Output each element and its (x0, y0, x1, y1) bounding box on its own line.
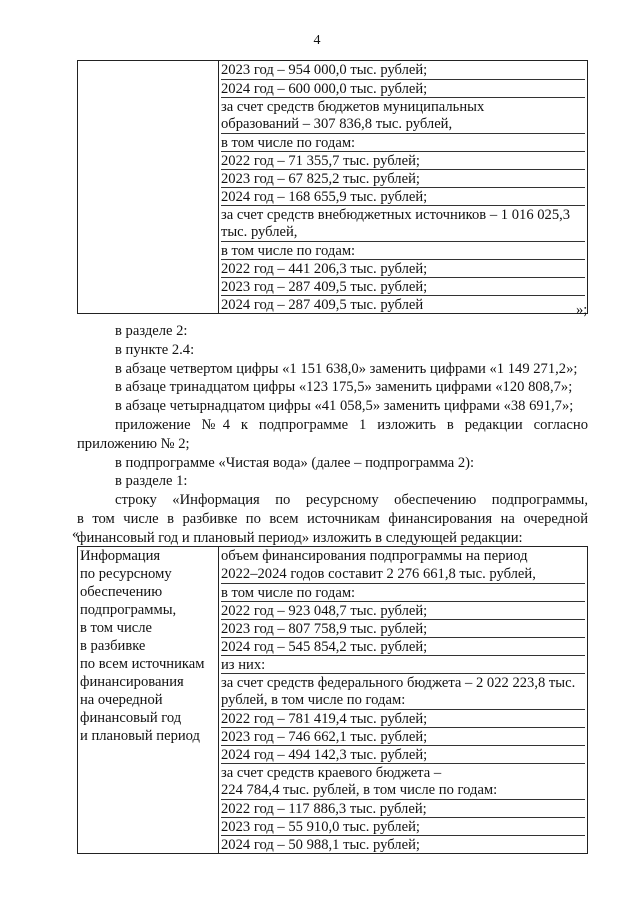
closing-quote-mark: »; (576, 302, 588, 318)
label-line: подпрограммы, (80, 602, 177, 618)
paragraph-item-2-4: в пункте 2.4: (115, 341, 195, 358)
amendment-paragraphs (77, 322, 588, 548)
table1-line: за счет средств внебюджетных источников – 1 016 025,3 (221, 205, 585, 223)
label-line: и плановый период (80, 728, 200, 744)
page-number: 4 (313, 33, 321, 48)
table1-line: 2022 год – 71 355,7 тыс. рублей; (221, 151, 585, 169)
paragraph-section-2: в разделе 2: (115, 323, 188, 339)
value-line: 2022–2024 годов составит 2 276 661,8 тыс. рублей, (221, 566, 536, 582)
resource-info-label-cell (78, 547, 219, 854)
table1-line: 2023 год – 954 000,0 тыс. рублей; (221, 62, 428, 78)
funding-table-continuation (77, 60, 588, 314)
table1-line: тыс. рублей, (221, 224, 298, 240)
table1-line: 2024 год – 600 000,0 тыс. рублей; (221, 79, 585, 97)
value-line: 2023 год – 55 910,0 тыс. рублей; (221, 817, 585, 835)
value-line: из них: (221, 655, 585, 673)
paragraph-abzac-13: в абзаце тринадцатом цифры «123 175,5» заменить цифрами «120 808,7»; (115, 379, 573, 396)
label-line: на очередной (80, 692, 163, 708)
table1-line: в том числе по годам: (221, 133, 585, 151)
value-line: 2022 год – 781 419,4 тыс. рублей; (221, 709, 585, 727)
resource-info-value-cell (219, 547, 588, 854)
table1-line: 2023 год – 67 825,2 тыс. рублей; (221, 169, 585, 187)
table1-line: 2022 год – 441 206,3 тыс. рублей; (221, 259, 585, 277)
label-line: Информация (80, 548, 161, 564)
value-line: 2023 год – 746 662,1 тыс. рублей; (221, 727, 585, 745)
funding-details-cell (219, 61, 588, 314)
label-line: финансовый год (80, 710, 182, 726)
label-line: по ресурсному (80, 566, 172, 582)
value-line: объем финансирования подпрограммы на период (221, 548, 528, 564)
label-line: в том числе (80, 620, 153, 636)
table1-line: за счет средств бюджетов муниципальных (221, 97, 585, 115)
paragraph-section-1: в разделе 1: (115, 473, 188, 490)
label-line: финансирования (80, 674, 184, 690)
paragraph-subprogram-2: в подпрограмме «Чистая вода» (далее – подпрограмма 2): (115, 454, 475, 471)
paragraph-appendix-4-line1: приложение №4 к подпрограмме 1 изложить в редакции согласно (115, 416, 588, 433)
value-line: 224 784,4 тыс. рублей, в том числе по годам: (221, 782, 498, 798)
table1-line: в том числе по годам: (221, 241, 585, 259)
value-line: 2024 год – 494 142,3 тыс. рублей; (221, 745, 585, 763)
paragraph-appendix-4-line2: приложению № 2; (77, 435, 190, 452)
table1-line: 2024 год – 168 655,9 тыс. рублей; (221, 187, 585, 205)
value-line: за счет средств краевого бюджета – (221, 763, 585, 781)
value-line: 2024 год – 50 988,1 тыс. рублей; (221, 835, 585, 853)
table1-line: образований – 307 836,8 тыс. рублей, (221, 116, 453, 132)
value-line: за счет средств федерального бюджета – 2 022 223,8 тыс. (221, 673, 585, 691)
label-line: обеспечению (80, 584, 163, 600)
paragraph-row-line3: финансовый год и плановый период» изложить в следующей редакции: (77, 529, 523, 546)
value-line: рублей, в том числе по годам: (221, 692, 406, 708)
value-line: 2023 год – 807 758,9 тыс. рублей; (221, 619, 585, 637)
resource-info-table (77, 546, 588, 854)
table1-line: 2024 год – 287 409,5 тыс. рублей (221, 295, 585, 313)
empty-label-cell (78, 61, 219, 314)
value-line: в том числе по годам: (221, 583, 585, 601)
value-line: 2022 год – 923 048,7 тыс. рублей; (221, 601, 585, 619)
label-line: по всем источникам (80, 656, 205, 672)
value-line: 2022 год – 117 886,3 тыс. рублей; (221, 799, 585, 817)
paragraph-row-line2: в том числе в разбивке по всем источникам финансирования на очередной (77, 510, 588, 527)
opening-quote-mark: « (72, 527, 79, 542)
label-line: в разбивке (80, 638, 146, 654)
paragraph-abzac-4: в абзаце четвертом цифры «1 151 638,0» заменить цифрами «1 149 271,2»; (115, 360, 578, 377)
paragraph-abzac-14: в абзаце четырнадцатом цифры «41 058,5» заменить цифрами «38 691,7»; (115, 398, 574, 415)
value-line: 2024 год – 545 854,2 тыс. рублей; (221, 637, 585, 655)
table1-line: 2023 год – 287 409,5 тыс. рублей; (221, 277, 585, 295)
paragraph-row-line1: строку «Информация по ресурсному обеспечению подпрограммы, (115, 492, 588, 509)
